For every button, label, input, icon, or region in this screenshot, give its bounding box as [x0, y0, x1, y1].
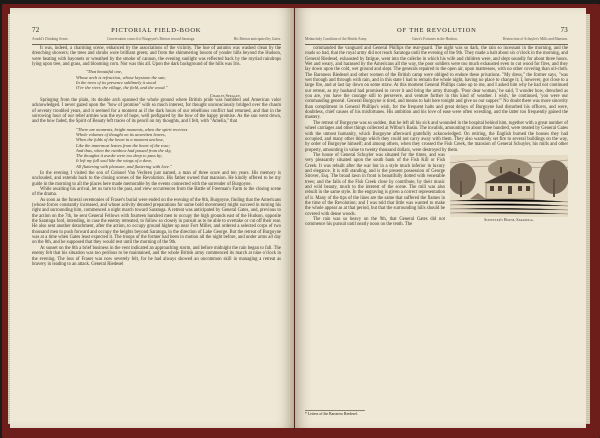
engraving-figure	[450, 155, 568, 223]
footnote: * Letters of the Baroness Riedesel.	[305, 410, 365, 416]
right-page-header	[305, 26, 568, 36]
poem-line: Like the innermost leaves from the heart of the rose;	[76, 142, 171, 148]
paragraph: The retreat of Burgoyne was so sudden, that he left all his sick and wounded in the hospital behind him, together with a great number of wheel carriages and other things collected at Wilbur's Basin. The invalids, amounting to about three hundred, were treated by General Gates with the utmost humanity, which Burgoyne afterward gratefully acknowledged. On retiring, the English burned the houses they had occupied, and many other things which they could not carry away with them. They also wantonly set fire to several buildings on the way, by order of Burgoyne himself; and among others, when they crossed the Fish Creek, the mansion of General Schuyler, his mills and other property, amounting in value to twenty thousand dollars, were destroyed by them.	[305, 120, 568, 153]
subheader-center: Conversation council of Burgoyne's Retreat toward Saratoga.	[106, 37, 196, 41]
paragraph: While awaiting his arrival, let us turn to the past, and view occurrences from the Battle of Freeman's Farm to the closing scene of the drama.	[32, 187, 281, 198]
paragraph: In the evening I visited the son of Colonel Van Vechten just named, a man of three score and ten years. His memory is unclouded, and extends back to the closing scenes of the Revolution. His father owned that mansion. He kindly offered to be my guide in the morning to all the places here made memorable by the events connected with the surrender of Burgoyne.	[32, 171, 281, 187]
poem-quote	[76, 127, 281, 169]
poem-quote	[76, 69, 281, 90]
paragraph: It was, indeed, a charming scene, enhanced by the associations of the vicinity. The hue of autumn was washed clean by the drenching showers; the trees and shrubs wore brilliant green; and from the shimmering bosom of yonder hills beyond the Hudson, were heating with bayonets or wreathed by the smoke of cannon, the evening sunlight was reflected back by the myriad raindrops lying upon tree, and grass, and blooming corn. Nor was this all. Upon the dark background of the hills was Iris.	[32, 46, 281, 68]
paragraph: commanded the vanguard and General Phillips the rear-guard. The night was so dark, the rain so incessant in the morning, and the roads so bad, that the royal army did not reach Saratoga until the evening of the 9th. They made a halt about six o'clock in the morning, and General Riedesel, exhausted by fatigue, went into the calèche in which his wife and children were, and slept soundly for about three hours. Wet and weary, and harassed by the Americans all the way, the poor soldiers were too much exhausted even to cut wood for fires, and they lay down upon the cold, wet ground and slept. The generals repaired to the open air, upon mattresses, with no other covering than oil-cloth. The Baroness Riedesel and other women of the British camp were obliged to endure these privations. "My dress," the former says, "was wet through and through with rain, and in this state I had to remain the whole night, having no place to change it; I, however, got close to a large fire, and at last lay down on some straw. At this moment General Phillips came up to me, and I asked him why he had not continued our retreat, as my husband had promised to cover it and bring the army through. 'Poor dear woman,' he said, 'I wonder how, drenched as you are, you have the courage still to persevere, and venture further in this kind of weather. I wish,' he continued, 'you were our commanding general. General Burgoyne is tired, and means to halt here tonight and give us our supper.'" No doubt there was more sincerity than compliment in General Phillips's wish, for the frequent halts and great delays of Burgoyne had disturbed his officers, and were, doubtless, chief causes of his misfortunes. His ambition and his love of ease were often wrestling, and the latter too frequently gained the mastery.	[305, 46, 568, 121]
left-page-header	[32, 26, 281, 36]
poem-line: Whose arch is refraction, whose keystone the sun;	[76, 74, 166, 80]
right-page-body	[305, 46, 568, 418]
page-number: 73	[560, 26, 568, 34]
paragraph: The house of General Schuyler was situated for the times, and was very pleasantly situated upon the south bank of the Fish Kill or Fish Creek. It was rebuilt after the war but in a style much inferior in luxury and elegance. It is still standing, and is the present possession of George Strover, Esq. The broad lawn in front is beautifully dotted with venerable trees; and the falls of the Fish Creek close by contribute, by their music and wild beauty, much to the interest of the scene. The mill was also rebuilt in the same style. In the engraving is given a correct representation of it. Many of the tips of the lines are the same that suffered the flames in the time of the Revolution; and I was told that little was wanted to make the whole appear as at that period, but that the surrounding hills should be covered with dense woods.	[305, 152, 445, 217]
left-page	[10, 8, 294, 428]
left-page-body	[32, 46, 281, 418]
right-page-subheader	[305, 37, 568, 45]
schuyler-house-engraving	[450, 155, 568, 217]
poem-line: "There are moments, bright moments, when the spirit receives	[76, 126, 188, 132]
page-edges-right	[586, 14, 590, 424]
poem-line: When the folds of the heart in a moment unclose,	[76, 137, 164, 143]
poem-line: Whole volumes of thought on its unwritten leaves,	[76, 131, 166, 137]
subheader-right: His Retreat anticipated by Gates.	[233, 37, 281, 41]
running-title: OF THE REVOLUTION	[397, 27, 477, 34]
poem-line: And thus, when the rainbow had passed from the sky,	[76, 147, 172, 153]
poem-line: It left my full soul like the wings of a dove,	[76, 158, 153, 164]
subheader-left: Melancholy Condition of the British Army.	[305, 37, 368, 41]
paragraph: The rain was so heavy on the 9th, that General Gates did not commence his pursuit until nearly noon on the tenth. The	[305, 217, 445, 228]
poem-line: All fluttering with pleasure, and fluttering with love."	[76, 163, 172, 169]
poem-line: The thoughts it awoke were too deep to pass by;	[76, 153, 163, 159]
subheader-right: Destruction of Schuyler's Mills and Mansion.	[502, 37, 568, 41]
poem-line: O'er the river, the village, the field, and the wood."	[76, 85, 168, 91]
figure-caption: Schuyler's House, Saratoga.	[484, 217, 534, 222]
paragraph: As soon as the funeral ceremonies of Fraser's burial were ended on the evening of the 8th, Burgoyne, finding that the Americans (whose forces constantly increased, and whose activity denoted preparations for some bold movement) might succeed in turning his right and surrounding him, commenced a night march toward Saratoga. A retreat was anticipated by General Gates, and, previous to the action on the 7th, he sent General Fellows with fourteen hundred men to occupy the high grounds east of the Hudson, opposite the Saratoga ford, intending, in case the enemy retreated, to follow so closely in pursuit as to be able to overtake or cut off their rear. He also sent another detachment, after the action, to occupy ground higher up near Fort Miller, and ordered a selected corps of two thousand men to push forward and occupy the heights beyond Saratoga, in the direction of Lake George. But the retreat of Burgoyne was at a time when Gates least expected it. The troops of the former had been in motion all the night before, and under arms all day on the 8th, and he supposed that they would rest until the morning of the 9th.	[32, 197, 281, 246]
running-title: PICTORIAL FIELD-BOOK	[111, 27, 202, 34]
paragraph: Springing from the plain, its double arch spanned the whole ground where British pride was humbled and American valor acknowledged. I never gazed upon the "bow of promise" with so much interest, for thought unconsciously bridged over the chasm of seventy troubled years, and it seemed for a moment as if the dark hours of our rebellious conflict had returned, and that in the sorrowing hour of our rebel armies was the eye of hope, well prefigured by the bow of the happy promise. As the sun went down, and the bow faded, the Spirit of Beauty left traces of its pencil on my thoughts, and I felt, with "Amelia," that	[32, 97, 281, 125]
poem-line: "That beautiful one,	[86, 69, 123, 75]
right-page	[295, 8, 586, 428]
poem-attribution: Charles Sprague.	[209, 92, 241, 98]
page-number: 72	[32, 26, 40, 34]
paragraph: At sunset on the 8th a brief business in the vent indicated an approaching storm, and before midnight the rain began to fall. The enemy felt that his situation was too perilous to be maintained, and the whole British army commenced its march at nine o'clock in the evening. The loss of Fraser was now severely felt, for he had always showed an uncommon skill in managing a retreat as bravery in leading to an attack. General Riedesel	[32, 245, 281, 267]
left-page-subheader	[32, 37, 281, 45]
subheader-center: Gates's Fortunes in the Hudson.	[412, 37, 458, 41]
subheader-left: Arnold's Drinking Scene.	[32, 37, 69, 41]
poem-line: In the trees of its presence sublimely it stood	[76, 79, 156, 85]
